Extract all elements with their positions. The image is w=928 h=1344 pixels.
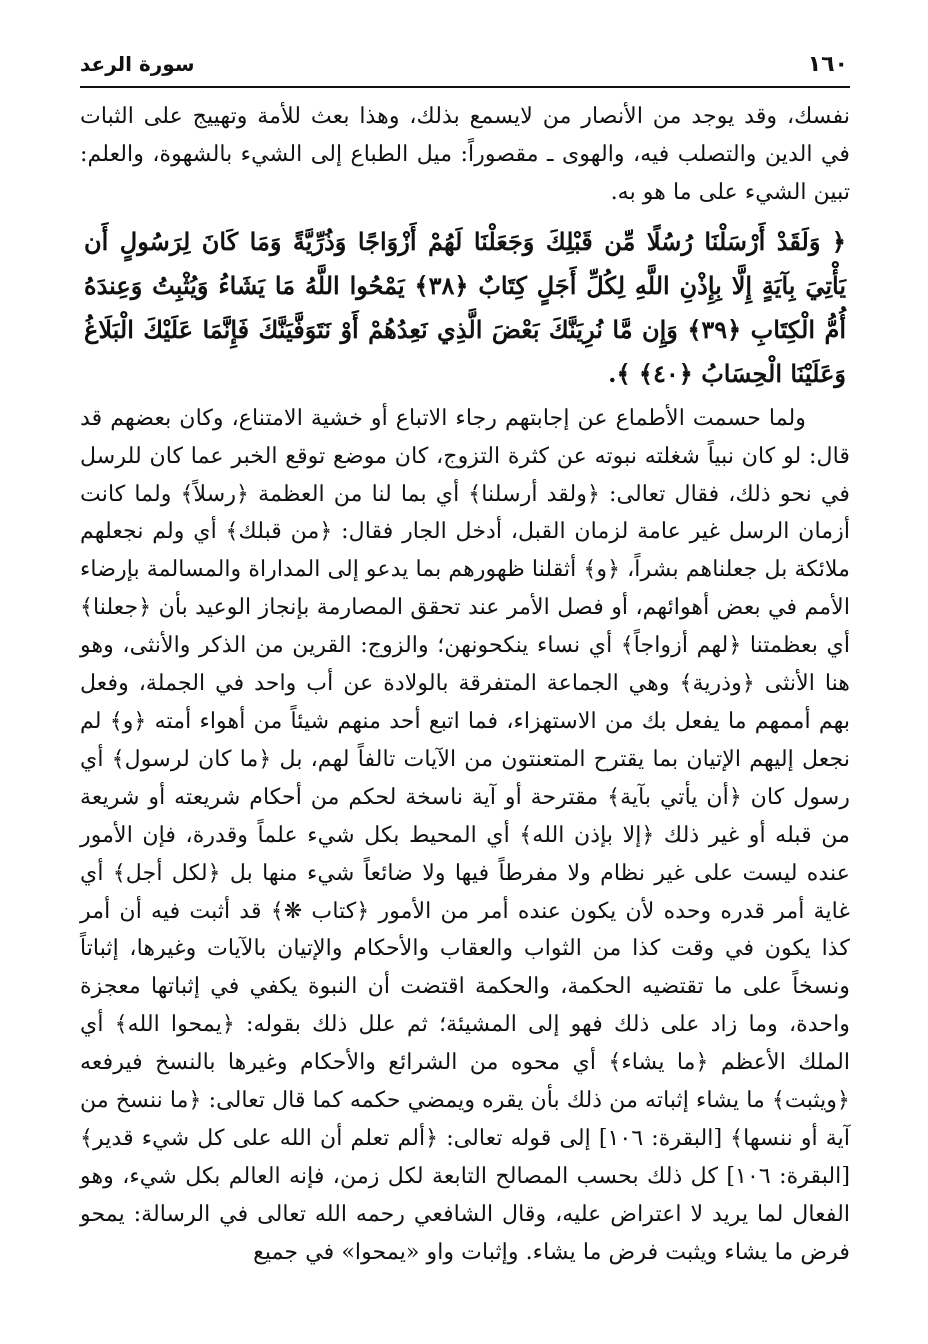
quran-verses: ﴿ وَلَقَدْ أَرْسَلْنَا رُسُلًا مِّن قَبْلِكَ وَجَعَلْنَا لَهُمْ أَزْوَاجًا وَذُرِّيَّةً وَمَا كَانَ لِرَسُولٍ أَن يَأْتِيَ بِآيَةٍ إِلَّا بِإِذْنِ اللَّهِ لِكُلِّ أَجَلٍ كِتَابٌ ﴿٣٨﴾ يَمْحُوا اللَّهُ مَا يَشَاءُ وَيُثْبِتُ وَعِندَهُ أُمُّ الْكِتَابِ ﴿٣٩﴾ وَإِن مَّا نُرِيَنَّكَ بَعْضَ الَّذِي نَعِدُهُمْ أَوْ نَتَوَفَّيَنَّكَ فَإِنَّمَا عَلَيْكَ الْبَلَاغُ وَعَلَيْنَا الْحِسَابُ ﴿٤٠﴾ ﴾. — [84, 226, 846, 388]
page-header — [80, 44, 848, 84]
intro-paragraph: نفسك، وقد يوجد من الأنصار من لايسمع بذلك، وهذا بعث للأمة وتهييج على الثبات في الدين والتصلب فيه، والهوى ـ مقصوراً: ميل الطباع إلى الشيء بالشهوة، والعلم: تبين الشيء على ما هو به. — [80, 103, 850, 205]
page-content — [80, 98, 850, 1272]
surah-title: سورة الرعد — [80, 52, 195, 76]
header-divider — [80, 86, 850, 88]
page-number: ١٦٠ — [807, 52, 848, 77]
commentary-paragraph: ولما حسمت الأطماع عن إجابتهم رجاء الاتباع أو خشية الامتناع، وكان بعضهم قد قال: لو كان نبياً شغلته نبوته عن كثرة التزوج، كان موضع توقع الخبر عما كان للرسل في نحو ذلك، فقال تعالى: ﴿ولقد أرسلنا﴾ أي بما لنا من العظمة ﴿رسلاً﴾ ولما كانت أزمان الرسل غير عامة لزمان القبل، أدخل الجار فقال: ﴿من قبلك﴾ أي ولم نجعلهم ملائكة بل جعلناهم بشراً، ﴿و﴾ أثقلنا ظهورهم بما يدعو إلى المداراة والمسالمة بإرضاء الأمم في بعض أهوائهم، أو فصل الأمر عند تحقق المصارمة بإنجاز الوعيد بأن ﴿جعلنا﴾ أي بعظمتنا ﴿لهم أزواجاً﴾ أي نساء ينكحونهن؛ والزوج: القرين من الذكر والأنثى، وهو هنا الأنثى ﴿وذرية﴾ وهي الجماعة المتفرقة بالولادة عن أب واحد في الجملة، وفعل بهم أممهم ما يفعل بك من الاستهزاء، فما اتبع أحد منهم شيئاً من أهواء أمته ﴿و﴾ لم نجعل إليهم الإتيان بما يقترح المتعنتون من الآيات تالفاً لهم، بل ﴿ما كان لرسول﴾ أي رسول كان ﴿أن يأتي بآية﴾ مقترحة أو آية ناسخة لحكم من أحكام شريعته أو شريعة من قبله أو غير ذلك ﴿إلا بإذن الله﴾ أي المحيط بكل شيء علماً وقدرة، فإن الأمور عنده ليست على غير نظام ولا مفرطاً فيها ولا ضائعاً شيء منها بل ﴿لكل أجل﴾ أي غاية أمر قدره وحده لأن يكون عنده أمر من الأمور ﴿كتاب ❋﴾ قد أثبت فيه أن أمر كذا يكون في وقت كذا من الثواب والعقاب والأحكام والإتيان بالآيات وغيرها، إثباتاً ونسخاً على ما تقتضيه الحكمة، والحكمة اقتضت أن النبوة يكفي في إثباتها معجزة واحدة، وما زاد على ذلك فهو إلى المشيئة؛ ثم علل ذلك بقوله: ﴿يمحوا الله﴾ أي الملك الأعظم ﴿ما يشاء﴾ أي محوه من الشرائع والأحكام وغيرها بالنسخ فيرفعه ﴿ويثبت﴾ ما يشاء إثباته من ذلك بأن يقره ويمضي حكمه كما قال تعالى: ﴿ما ننسخ من آية أو ننسها﴾ [البقرة: ١٠٦] إلى قوله تعالى: ﴿ألم تعلم أن الله على كل شيء قدير﴾ [البقرة: ١٠٦] كل ذلك بحسب المصالح التابعة لكل زمن، فإنه العالم بكل شيء، وهو الفعال لما يريد لا اعتراض عليه، وقال الشافعي رحمه الله تعالى في الرسالة: يمحو فرض ما يشاء ويثبت فرض ما يشاء. وإثبات واو «يمحوا» في جميع — [80, 404, 850, 1265]
